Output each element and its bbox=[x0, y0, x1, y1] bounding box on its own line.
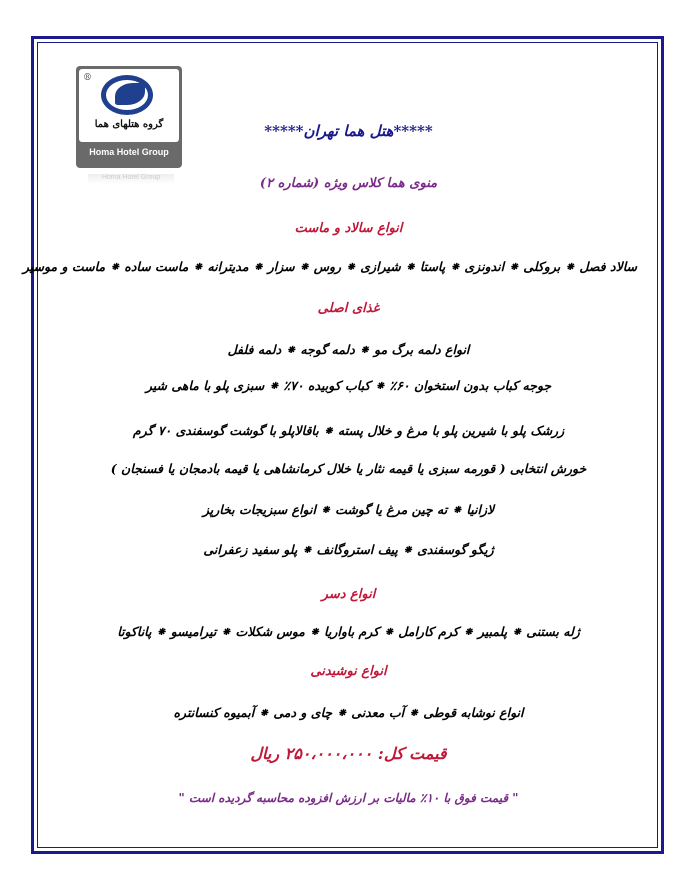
main-course-heading: غذای اصلی bbox=[317, 301, 380, 316]
tax-note: " قیمت فوق با ۱۰٪ مالیات بر ارزش افزوده محاسبه گردیده است " bbox=[178, 791, 519, 805]
drinks-heading: انواع نوشیدنی bbox=[310, 664, 387, 679]
hotel-logo bbox=[76, 66, 182, 168]
registered-mark: ® bbox=[83, 73, 92, 83]
main-course-line: جوجه کباب بدون استخوان ۶۰٪ ⁕ کباب کوبیده ۷۰٪ ⁕ سبزی پلو با ماهی شیر bbox=[145, 378, 552, 393]
dessert-line: ژله بستنی ⁕ پلمبیر ⁕ کرم کارامل ⁕ کرم باواریا ⁕ موس شکلات ⁕ تیرامیسو ⁕ پاناکوتا bbox=[117, 624, 580, 639]
menu-title: *****هتل هما تهران***** bbox=[264, 122, 433, 140]
main-course-line: خورش انتخابی ( قورمه سبزی یا قیمه نثار یا خلال کرمانشاهی یا قیمه بادمجان یا فسنجان ) bbox=[110, 461, 587, 476]
menu-subtitle: منوی هما کلاس ویژه (شماره ۲) bbox=[259, 176, 438, 191]
main-course-line: لازانیا ⁕ ته چین مرغ یا گوشت ⁕ انواع سبزیجات بخارپز bbox=[202, 502, 495, 517]
salads-heading: انواع سالاد و ماست bbox=[294, 221, 403, 236]
logo-persian-name: گروه هتلهای هما bbox=[94, 119, 164, 130]
dessert-heading: انواع دسر bbox=[321, 587, 376, 602]
main-course-line: ژیگو گوسفندی ⁕ پیف استروگانف ⁕ پلو سفید زعفرانی bbox=[203, 542, 494, 557]
main-course-line: انواع دلمه برگ مو ⁕ دلمه گوجه ⁕ دلمه فلفل bbox=[227, 342, 470, 357]
logo-english-name: Homa Hotel Group bbox=[89, 147, 169, 157]
drinks-line: انواع نوشابه قوطی ⁕ آب معدنی ⁕ چای و دمی ⁕ آبمیوه کنسانتره bbox=[173, 705, 524, 720]
main-course-line: زرشک پلو با شیرین پلو با مرغ و خلال پسته ⁕ باقالاپلو با گوشت گوسفندی ۷۰ گرم bbox=[132, 423, 565, 438]
total-price: قیمت کل: ۲۵۰،۰۰۰،۰۰۰ ریال bbox=[250, 744, 447, 763]
salads-line: سالاد فصل ⁕ بروکلی ⁕ اندونزی ⁕ پاستا ⁕ شیرازی ⁕ روس ⁕ سزار ⁕ مدیترانه ⁕ ماست ساده ⁕ ماست و موسیر bbox=[22, 259, 637, 274]
logo-reflection: Homa Hotel Group bbox=[88, 174, 174, 184]
